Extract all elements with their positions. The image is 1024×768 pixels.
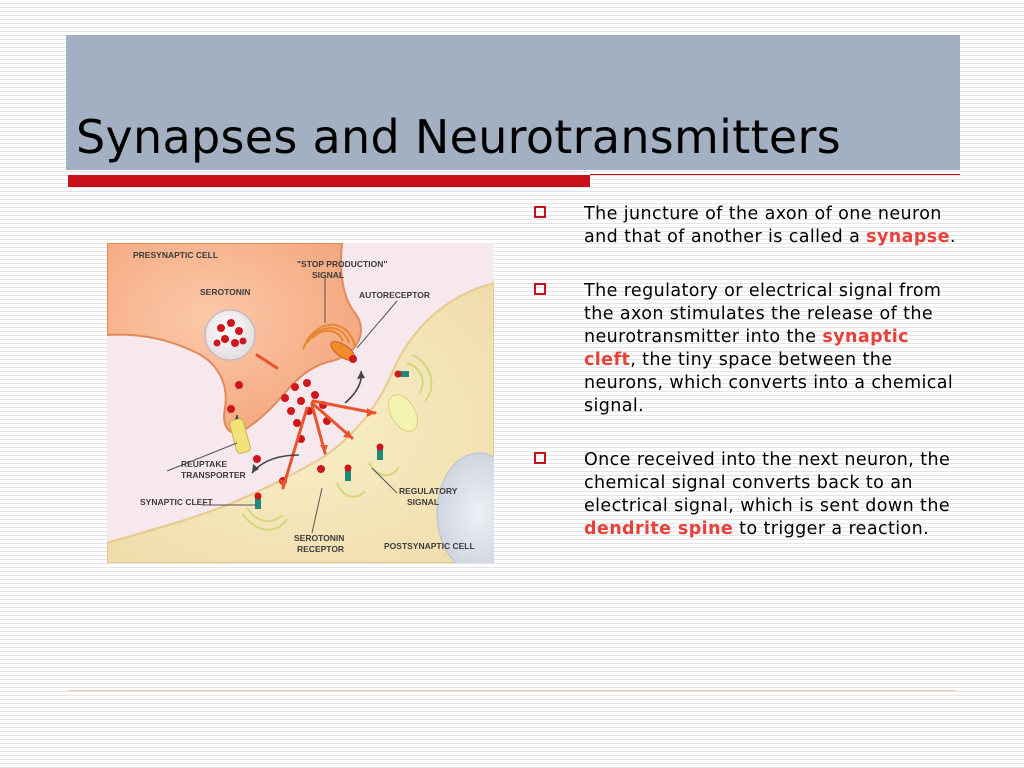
synapse-diagram (107, 243, 494, 563)
label-regulatory-line2: SIGNAL (407, 497, 440, 507)
label-serotonin: SEROTONIN (200, 287, 251, 297)
bullet-text: Once received into the next neuron, the chemical signal converts back to an electrical signal, which is sent down the dendrite spine to trigger a reaction. (584, 450, 951, 539)
bullet-item (532, 280, 962, 418)
label-reuptake-line2: TRANSPORTER (181, 470, 246, 480)
keyword-synapse: synapse (866, 227, 950, 247)
footer-divider (68, 690, 956, 691)
hollow-square-bullet-icon (534, 283, 546, 295)
label-autoreceptor: AUTORECEPTOR (359, 290, 431, 300)
label-reuptake-line1: REUPTAKE (181, 459, 228, 469)
label-serotonin-receptor-line1: SEROTONIN (294, 533, 345, 543)
title-underline-thin-line (590, 174, 960, 175)
slide-title: Synapses and Neurotransmitters (76, 110, 841, 164)
bullet-item (532, 203, 962, 249)
hollow-square-bullet-icon (534, 452, 546, 464)
bullet-text: The regulatory or electrical signal from the axon stimulates the release of the neurotransmitter into the synaptic cleft, the tiny space between the neurons, which converts into a chemical signal. (584, 281, 954, 416)
label-serotonin-receptor-line2: RECEPTOR (297, 544, 345, 554)
hollow-square-bullet-icon (534, 206, 546, 218)
label-synaptic-cleft: SYNAPTIC CLEFT (140, 497, 213, 507)
bullet-item (532, 449, 962, 541)
title-underline-red-bar (68, 175, 590, 187)
label-presynaptic-cell: PRESYNAPTIC CELL (133, 250, 219, 260)
title-band (66, 35, 960, 170)
label-stop-production-line1: "STOP PRODUCTION" (297, 259, 388, 269)
keyword-synaptic-cleft: synaptic cleft (584, 327, 909, 370)
keyword-dendrite-spine: dendrite spine (584, 519, 734, 539)
bullet-list (532, 203, 962, 572)
label-postsynaptic-cell: POSTSYNAPTIC CELL (384, 541, 475, 551)
label-regulatory-line1: REGULATORY (399, 486, 458, 496)
bullet-text: The juncture of the axon of one neuron and that of another is called a synapse. (584, 204, 956, 247)
label-stop-production-line2: SIGNAL (312, 270, 345, 280)
